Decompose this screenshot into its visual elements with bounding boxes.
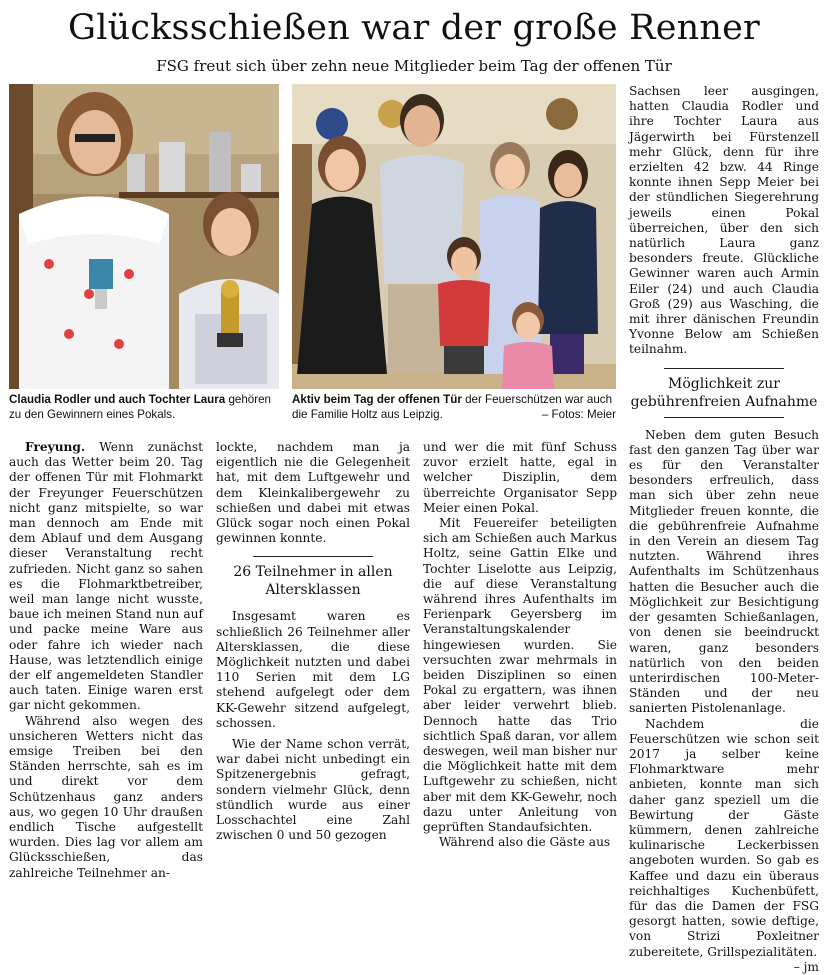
column-1 [9,440,203,881]
paragraph [629,716,819,974]
photo-holtz-caption [292,392,616,422]
paragraph-text: Nachdem die Feuerschützen wie schon seit 2017 ja selber keine Flohmarktware mehr anbieten, konnte man sich daher ganz speziell um die Bewirtung der Gäste kümmern, denen zahlreiche kulinarische Leckerbissen angeboten wurden. So gab es Kaffee und dazu ein überaus reichhaltiges Kuchenbüfett, für das die Damen der FSG gesorgt hatten, sowie deftige, von Strizi Poxleitner zubereitete, Grillspezialitäten. [629,716,819,959]
divider [664,417,784,418]
photo-holtz-caption-title: Aktiv beim Tag der offenen Tür [292,393,462,406]
photo-rodler-caption-names: Claudia Rodler und auch Tochter Laura [9,393,226,406]
photo-holtz-family-image [292,84,616,389]
paragraph: Sachsen leer ausgingen, hatten Claudia Rodler und ihre Tochter Laura aus Jägerwirth bei Fürstenzell mehr Glück, denn für ihre erzielten 42 bzw. 44 Ringe konnte ihnen Sepp Meier bei der stündlichen Siegerehrung jeweils einen Pokal überreichen, über den sich natürlich Laura ganz besonders freute. Glückliche Gewinner waren auch Armin Eiler (24) und auch Claudia Groß (29) aus Wasching, die mit ihrer dänischen Freundin Yvonne Below am Schießen teilnahm. [629,84,819,357]
section-heading-participants [216,556,410,599]
dateline: Freyung. [25,440,86,454]
section-heading-membership [629,368,819,418]
paragraph: Wie der Name schon verrät, war dabei nicht unbedingt ein Spitzenergebnis gefragt, sondern vielmehr Glück, denn stündlich wurde aus einer Losschachtel eine Zahl zwischen 0 und 50 gezogen [216,737,410,843]
subheadline: FSG freut sich über zehn neue Mitglieder beim Tag der offenen Tür [156,57,672,75]
section-heading-text: 26 Teilnehmer in allen Altersklassen [233,564,393,599]
photo-rodler-image [9,84,279,389]
photo-holtz-family [292,84,616,389]
divider [253,556,373,557]
photo-rodler-caption [9,392,279,422]
column-4 [629,84,819,975]
paragraph: Während also die Gäste aus [439,835,611,850]
paragraph: Neben dem guten Besuch fast den ganzen Tag über war es für den Veranstalter besonders erfreulich, dass man sich über zehn neue Mitglieder freuen konnte, die die gebührenfreie Aufnahme in den Verein an diesem Tag nutzten. Während ihres Aufenthalts im Schützenhaus hatten die Besucher auch die Möglichkeit zur Besichtigung der gesamten Schießanlagen, von denen sie beeindruckt waren, ganz besonders natürlich von den beiden unterirdischen 100-Meter-Ständen und der neu sanierten Pistolenanlage. [629,427,819,716]
author-signature: – jm [793,959,819,974]
column-2 [216,440,410,843]
paragraph: und wer die mit fünf Schuss zuvor erzielt hatte, egal in welcher Disziplin, dem überreichte Organisator Sepp Meier einen Pokal. [423,440,617,515]
column-3 [423,440,617,850]
photo-rodler [9,84,279,389]
headline: Glücksschießen war der große Renner [68,8,760,48]
photo-credit: – Fotos: Meier [541,408,616,421]
paragraph: Insgesamt waren es schließlich 26 Teilnehmer aller Altersklassen, die diese Möglichkeit nutzten und dabei 110 Serien mit dem LG stehend aufgelegt oder dem KK-Gewehr sitzend aufgelegt, schossen. [216,609,410,730]
paragraph-text: Wenn zunächst auch das Wetter beim 20. Tag der offenen Tür mit Flohmarkt der Freyunger Feuerschützen nicht ganz mitspielte, so war man dennoch am Ende mit dem Ablauf und dem Ausgang dieser Veranstaltung recht zufrieden. Nicht ganz so sahen es die Flohmarktbetreiber, weil man lange nicht wusste, baue ich meinen Stand nun auf und packe meine Ware aus oder fahre ich wieder nach Hause, was letztendlich einige der elf angemeldeten Standler auch taten. Einige waren erst gar nicht gekommen. [9,440,203,713]
paragraph: Während also wegen des unsicheren Wetters nicht das emsige Treiben bei den Ständen herrschte, sah es im und direkt vor dem Schützenhaus ganz anders aus, wo gegen 10 Uhr draußen endlich Tische aufgestellt wurden. Dies lag vor allem am Glücksschießen, das zahlreiche Teilnehmer an- [9,713,203,880]
paragraph: Mit Feuereifer beteiligten sich am Schießen auch Markus Holtz, seine Gattin Elke und Tochter Liselotte aus Leipzig, die auf diese Veranstaltung während ihres Aufenthalts im Ferienpark Geyersberg im Veranstaltungskalender hingewiesen wurden. Sie versuchten zwar mehrmals in beiden Disziplinen so einen Pokal zu ergattern, was ihnen aber leider verwehrt blieb. Dennoch hatte das Trio sichtlich Spaß daran, vor allem deswegen, weil man bisher nur die Möglichkeit hatte mit dem Luftgewehr zu schießen, nicht aber mit dem KK-Gewehr, noch dazu unter Anleitung von geprüften Standaufsichten. [423,516,617,835]
photo-holtz-caption-text: der Feuerschützen war auch die Familie Holtz aus Leipzig. [292,393,613,421]
paragraph [9,440,203,714]
section-heading-text: Möglichkeit zur gebührenfreien Aufnahme [630,375,818,410]
divider [664,368,784,369]
photo-rodler-caption-text: gehören zu den Gewinnern eines Pokals. [9,393,272,421]
paragraph: lockte, nachdem man ja eigentlich nie die Gelegenheit hat, mit dem Luftgewehr und dem Kleinkalibergewehr zu schießen und dabei mit etwas Glück sogar noch einen Pokal gewinnen konnte. [216,440,410,546]
